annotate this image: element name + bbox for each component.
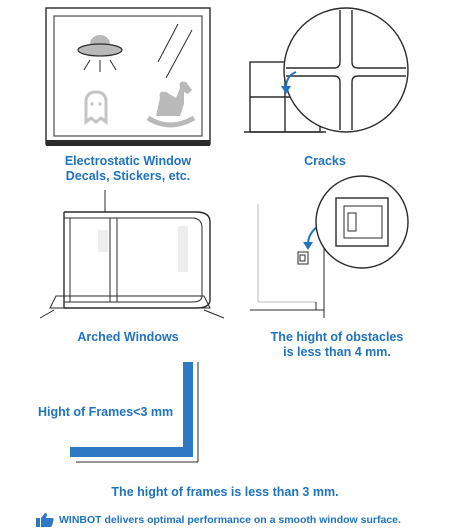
caption-arched: Arched Windows [77, 330, 179, 344]
rocking-horse-decal-icon [148, 82, 194, 125]
zoom-circle [284, 8, 408, 132]
caption-obstacles: The hight of obstacles is less than 4 mm. [270, 330, 404, 359]
arrow-icon [281, 72, 296, 94]
footer-text: WINBOT delivers optimal performance on a smooth window surface. [59, 514, 401, 526]
footer [36, 512, 446, 528]
ghost-decal-icon [86, 92, 106, 122]
caption-frames: The hight of frames is less than 3 mm. [111, 485, 339, 499]
window-frame-decals [46, 8, 210, 146]
caption-cracks: Cracks [304, 154, 346, 168]
window-corner [250, 204, 324, 318]
zoom-circle [316, 176, 408, 268]
glare-lines [158, 24, 192, 78]
arrow-icon [303, 226, 318, 250]
obstacle-small [298, 252, 308, 264]
caption-decals: Electrostatic Window Decals, Stickers, etc. [64, 154, 192, 183]
ufo-decal-icon [78, 35, 122, 72]
thumbs-up-icon [36, 513, 54, 527]
frames-label: Hight of Frames<3 mm [38, 405, 174, 419]
arched-window [40, 190, 224, 318]
small-window-pane [244, 62, 326, 132]
